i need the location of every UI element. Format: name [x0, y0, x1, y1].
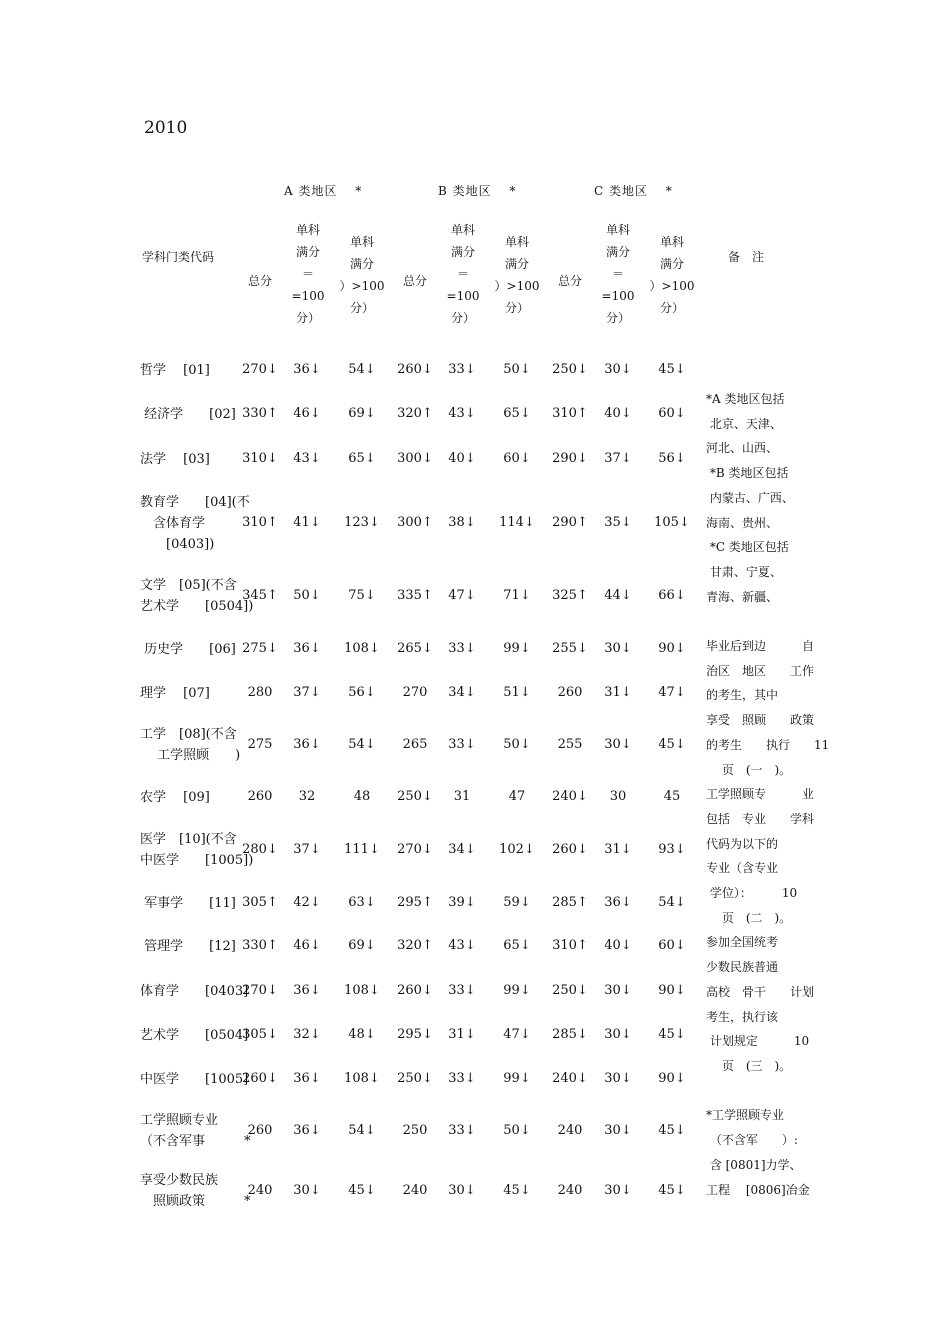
- table-cell: 290↓: [552, 451, 588, 466]
- b-sub2-header: 单科 满分 ）>100 分）: [494, 235, 540, 315]
- table-cell: 275↓: [242, 641, 278, 656]
- table-cell: 69↓: [348, 938, 376, 953]
- table-cell: 102↓: [499, 842, 535, 857]
- table-cell: 240: [402, 1183, 428, 1198]
- a-sub1-header: 单科 满分 ＝ =100 分）: [291, 223, 325, 325]
- table-cell: 30: [609, 789, 627, 804]
- table-cell: 48↓: [348, 1027, 376, 1042]
- table-cell: 43↓: [293, 451, 321, 466]
- row-label: 中医学 [1005]: [140, 1071, 249, 1087]
- table-cell: 39↓: [448, 895, 476, 910]
- table-cell: 33↓: [448, 983, 476, 998]
- table-cell: 240↓: [552, 789, 588, 804]
- table-cell: 46↓: [293, 938, 321, 953]
- table-cell: 40↓: [448, 451, 476, 466]
- table-cell: 99↓: [503, 983, 531, 998]
- table-cell: 33↓: [448, 362, 476, 377]
- table-cell: 240↓: [552, 1071, 588, 1086]
- table-cell: 300↓: [397, 451, 433, 466]
- table-cell: 59↓: [503, 895, 531, 910]
- table-cell: 33↓: [448, 1071, 476, 1086]
- table-cell: 30↓: [604, 1183, 632, 1198]
- table-cell: 65↓: [503, 406, 531, 421]
- table-cell: 30↓: [604, 737, 632, 752]
- table-cell: 270↓: [397, 842, 433, 857]
- table-cell: 305↓: [242, 1027, 278, 1042]
- table-cell: 36↓: [604, 895, 632, 910]
- table-cell: 250↓: [397, 1071, 433, 1086]
- table-cell: 48: [353, 789, 371, 804]
- table-cell: 30↓: [604, 1071, 632, 1086]
- row-label: 管理学 [12]: [140, 938, 236, 954]
- table-cell: 105↓: [654, 515, 690, 530]
- table-cell: 37↓: [293, 685, 321, 700]
- c-sub2-header: 单科 满分 ）>100 分）: [649, 235, 695, 315]
- table-cell: 45↓: [658, 362, 686, 377]
- row-label: 法学 [03]: [140, 451, 210, 467]
- table-cell: 310↑: [242, 515, 278, 530]
- table-cell: 45↓: [658, 1183, 686, 1198]
- table-cell: 265: [402, 737, 428, 752]
- document-year: 2010: [144, 118, 188, 138]
- b-total-header: 总分: [402, 274, 427, 288]
- row-label: 哲学 [01]: [140, 362, 210, 378]
- table-cell: 270↓: [242, 983, 278, 998]
- a-sub2-header: 单科 满分 ）>100 分）: [339, 235, 385, 315]
- table-cell: 111↓: [344, 842, 380, 857]
- table-cell: 45: [663, 789, 681, 804]
- table-cell: 320↑: [397, 938, 433, 953]
- table-cell: 260: [557, 685, 583, 700]
- table-cell: 60↓: [503, 451, 531, 466]
- table-cell: 250↓: [552, 362, 588, 377]
- row-label: 军事学 [11]: [140, 895, 236, 911]
- table-cell: 60↓: [658, 938, 686, 953]
- table-cell: 30↓: [293, 1183, 321, 1198]
- table-cell: 260: [247, 789, 273, 804]
- table-cell: 90↓: [658, 1071, 686, 1086]
- row-label: 医学 [10](不含 中医学 [1005]): [140, 832, 254, 868]
- table-cell: 295↓: [397, 1027, 433, 1042]
- table-cell: 300↑: [397, 515, 433, 530]
- table-cell: 265↓: [397, 641, 433, 656]
- table-cell: 108↓: [344, 1071, 380, 1086]
- row-label: 享受少数民族 照顾政策 *: [140, 1173, 251, 1209]
- table-cell: 250↓: [552, 983, 588, 998]
- row-label: 教育学 [04](不 含体育学 [0403]): [140, 494, 250, 552]
- table-cell: 43↓: [448, 406, 476, 421]
- table-cell: 60↓: [658, 406, 686, 421]
- table-cell: 285↑: [552, 895, 588, 910]
- table-cell: 54↓: [658, 895, 686, 910]
- table-cell: 31: [453, 789, 471, 804]
- table-cell: 30↓: [604, 983, 632, 998]
- table-cell: 33↓: [448, 641, 476, 656]
- table-cell: 36↓: [293, 362, 321, 377]
- table-cell: 335↑: [397, 588, 433, 603]
- table-cell: 320↑: [397, 406, 433, 421]
- table-cell: 44↓: [604, 588, 632, 603]
- notes-column: *A 类地区包括 北京、天津、 河北、山西、 *B 类地区包括 内蒙古、广西、 海南、贵州、 *C 类地区包括 甘肃、宁夏、 青海、新疆、 毕业后到边 自 治区 地区 工作 的考生，其中 享受 照顾 政策 的考生 执行 11 页 (一 )。 工学照顾专 业 包括 专业 学科 代码为以下的 专业（含专业 学位）： 10 页 (二 )。 参加全国统考 少数民族普通 高校 骨干 计划 考生，执行该 计划规定 10 页 (三 )。 *工学照顾专业 （不含军 ）: 含 [0801]力学、 工程 [0806]冶金: [706, 392, 830, 1197]
- table-cell: 108↓: [344, 983, 380, 998]
- row-label: 工学照顾专业 （不含军事 *: [140, 1113, 251, 1149]
- table-cell: 310↓: [242, 451, 278, 466]
- group-c-header: C 类地区 *: [594, 184, 673, 198]
- table-cell: 42↓: [293, 895, 321, 910]
- table-cell: 36↓: [293, 983, 321, 998]
- table-cell: 32: [298, 789, 316, 804]
- table-cell: 90↓: [658, 641, 686, 656]
- table-cell: 50↓: [503, 1123, 531, 1138]
- table-cell: 33↓: [448, 737, 476, 752]
- table-cell: 66↓: [658, 588, 686, 603]
- table-cell: 45↓: [658, 1123, 686, 1138]
- table-cell: 108↓: [344, 641, 380, 656]
- table-cell: 280: [247, 685, 273, 700]
- table-cell: 51↓: [503, 685, 531, 700]
- table-cell: 36↓: [293, 1123, 321, 1138]
- table-cell: 47↓: [658, 685, 686, 700]
- table-cell: 50↓: [293, 588, 321, 603]
- table-cell: 325↑: [552, 588, 588, 603]
- row-label: 理学 [07]: [140, 685, 210, 701]
- table-cell: 54↓: [348, 1123, 376, 1138]
- table-cell: 56↓: [658, 451, 686, 466]
- table-cell: 285↓: [552, 1027, 588, 1042]
- table-cell: 40↓: [604, 406, 632, 421]
- table-cell: 260↓: [397, 362, 433, 377]
- table-cell: 99↓: [503, 641, 531, 656]
- table-cell: 47↓: [448, 588, 476, 603]
- table-cell: 260↓: [397, 983, 433, 998]
- row-label: 艺术学 [0504]: [140, 1027, 249, 1043]
- table-cell: 240: [557, 1183, 583, 1198]
- table-cell: 34↓: [448, 685, 476, 700]
- table-cell: 280↓: [242, 842, 278, 857]
- table-cell: 310↑: [552, 406, 588, 421]
- table-cell: 93↓: [658, 842, 686, 857]
- table-cell: 37↓: [293, 842, 321, 857]
- row-label: 体育学 [0403]: [140, 983, 249, 999]
- table-cell: 34↓: [448, 842, 476, 857]
- table-cell: 270↓: [242, 362, 278, 377]
- table-cell: 240: [247, 1183, 273, 1198]
- table-cell: 250↓: [397, 789, 433, 804]
- table-cell: 36↓: [293, 641, 321, 656]
- table-cell: 45↓: [348, 1183, 376, 1198]
- table-cell: 30↓: [448, 1183, 476, 1198]
- row-label: 工学 [08](不含 工学照顾 ): [140, 727, 241, 763]
- table-cell: 33↓: [448, 1123, 476, 1138]
- table-cell: 255↓: [552, 641, 588, 656]
- table-cell: 35↓: [604, 515, 632, 530]
- row-label: 文学 [05](不含 艺术学 [0504]): [140, 578, 254, 614]
- row-label: 历史学 [06]: [140, 641, 236, 657]
- row-label: 农学 [09]: [140, 789, 210, 805]
- row-label-header: 学科门类代码: [142, 250, 215, 264]
- table-cell: 310↑: [552, 938, 588, 953]
- table-cell: 40↓: [604, 938, 632, 953]
- table-cell: 345↑: [242, 588, 278, 603]
- table-cell: 90↓: [658, 983, 686, 998]
- a-total-header: 总分: [247, 274, 272, 288]
- table-cell: 63↓: [348, 895, 376, 910]
- table-cell: 30↓: [604, 362, 632, 377]
- c-total-header: 总分: [557, 274, 582, 288]
- table-cell: 45↓: [658, 737, 686, 752]
- table-cell: 45↓: [658, 1027, 686, 1042]
- table-cell: 290↑: [552, 515, 588, 530]
- table-cell: 36↓: [293, 1071, 321, 1086]
- b-sub1-header: 单科 满分 ＝ =100 分）: [446, 223, 480, 325]
- table-cell: 260: [247, 1123, 273, 1138]
- table-cell: 50↓: [503, 737, 531, 752]
- table-cell: 65↓: [348, 451, 376, 466]
- table-cell: 36↓: [293, 737, 321, 752]
- table-cell: 30↓: [604, 1027, 632, 1042]
- group-b-header: B 类地区 *: [438, 184, 517, 198]
- table-cell: 69↓: [348, 406, 376, 421]
- table-cell: 30↓: [604, 641, 632, 656]
- table-cell: 45↓: [503, 1183, 531, 1198]
- group-a-header: A 类地区 *: [284, 184, 363, 198]
- table-cell: 114↓: [499, 515, 535, 530]
- table-cell: 295↑: [397, 895, 433, 910]
- table-cell: 43↓: [448, 938, 476, 953]
- table-cell: 240: [557, 1123, 583, 1138]
- table-cell: 260↓: [242, 1071, 278, 1086]
- table-cell: 38↓: [448, 515, 476, 530]
- table-cell: 255: [557, 737, 583, 752]
- c-sub1-header: 单科 满分 ＝ =100 分）: [601, 223, 635, 325]
- table-cell: 275: [247, 737, 273, 752]
- table-cell: 37↓: [604, 451, 632, 466]
- notes-header: 备 注: [727, 250, 764, 264]
- table-cell: 47: [508, 789, 526, 804]
- table-cell: 31↓: [604, 842, 632, 857]
- table-cell: 270: [402, 685, 428, 700]
- table-cell: 31↓: [448, 1027, 476, 1042]
- table-cell: 330↑: [242, 938, 278, 953]
- row-label: 经济学 [02]: [140, 406, 236, 422]
- table-cell: 123↓: [344, 515, 380, 530]
- table-cell: 260↓: [552, 842, 588, 857]
- table-cell: 250: [402, 1123, 428, 1138]
- table-cell: 56↓: [348, 685, 376, 700]
- table-cell: 41↓: [293, 515, 321, 530]
- table-cell: 46↓: [293, 406, 321, 421]
- table-cell: 50↓: [503, 362, 531, 377]
- table-cell: 305↑: [242, 895, 278, 910]
- table-cell: 47↓: [503, 1027, 531, 1042]
- table-cell: 30↓: [604, 1123, 632, 1138]
- table-cell: 31↓: [604, 685, 632, 700]
- table-cell: 54↓: [348, 737, 376, 752]
- table-cell: 65↓: [503, 938, 531, 953]
- table-cell: 54↓: [348, 362, 376, 377]
- table-cell: 32↓: [293, 1027, 321, 1042]
- table-cell: 330↑: [242, 406, 278, 421]
- table-cell: 75↓: [348, 588, 376, 603]
- table-cell: 71↓: [503, 588, 531, 603]
- table-cell: 99↓: [503, 1071, 531, 1086]
